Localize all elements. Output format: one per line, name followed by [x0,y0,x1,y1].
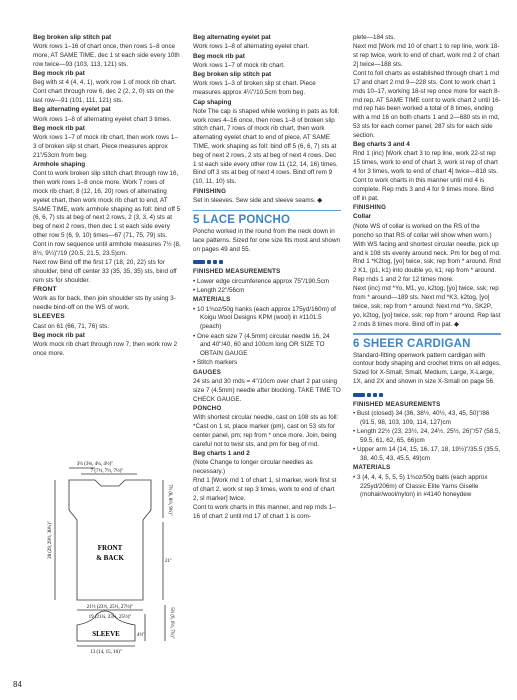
cap-height-label: 5½ (6, 6½, 7¼)" [169,607,174,639]
difficulty-dot [379,393,383,397]
paragraph: Work rows 1–7 of mock rib chart. [193,61,285,69]
paragraph: Set in sleeves. Sew side and sleeve seams. ◆ [193,196,323,204]
bottom-width-1-label: 21½ (23½, 25½, 27½)" [86,605,134,610]
pattern-number: 6 [353,337,360,350]
middle-column [193,34,341,522]
paragraph: Work rows 1–7 of mock rib chart, then work rows 1–3 of broken slip st chart. Piece measures approx 21"/53cm from beg. [33,134,178,159]
right-column [353,34,501,501]
paragraph: Next (inc) rnd *Yo, M1, yo, k2tog, [yo] twice, ssk; rep from * around—189 sts. Next rnd *K3, k2tog, [yo] twice, ssk; rep from * around. Next rnd *Yo, SK2P, yo, k2tog, [yo] twice, ssk; rep from * around. Rep last 2 rnds 8 times more. Bind off in pat. ◆ [353,285,501,328]
paragraph: Cont to foll charts as established through chart 1 rnd 17 and chart 2 rnd 9—228 sts. Cont to work chart 1 rnds 10–17, working 18-st rep once more for each 8-rnd rep, AT SAME TIME cont to work chart 2 until 16-rnd rep has been worked a total of 8 times, ending with a rnd 16 on both charts 1 and 2—680 sts in rnd, 53 sts for each corner panel, 287 sts for each side section. [353,70,501,139]
difficulty-dot [367,393,371,397]
subheading: Collar [353,213,372,221]
section-heading: FINISHED MEASUREMENTS [193,268,281,276]
subheading: Beg mock rib pat [33,124,85,132]
body-outline [69,480,151,600]
paragraph: 24 sts and 30 rnds = 4"/10cm over chart 2 pat using size 7 (4.5mm) needle after blocking. TAKE TIME TO CHECK GAUGE. [193,377,341,403]
paragraph: Work rows 1–8 of alternating eyelet chart. [193,43,310,51]
difficulty-dots [193,260,341,264]
paragraph: Work rows 1–8 of alternating eyelet chart 3 times. [33,115,172,123]
length-label: 28 (29, 29½, 30¼)" [48,521,53,559]
difficulty-dot [373,393,377,397]
subheading: Beg charts 1 and 2 [193,449,250,457]
neck-width-label: 7 (7½, 7½, 7½)" [90,469,124,474]
sleeve-length-label: 4½" [137,633,146,638]
subheading: Beg broken slip stitch pat [193,71,272,79]
paragraph: (Note WS of collar is worked on the RS of the poncho so that RS of collar will show when worn.) [353,222,492,239]
bullet-item: • Lower edge circumference approx 75"/190.5cm [193,277,330,285]
pattern-title-text: LACE PONCHO [203,214,291,227]
difficulty-dot [353,393,365,397]
pattern-title [193,216,341,225]
bullet-item: • 3 (4, 4, 4, 5, 5, 5) 1¾oz/50g balls (each approx 225yd/206m) of Classic Elite Yarns Giselle (mohair/wool/nylon) in #4140 honeydew [353,473,488,499]
paragraph: Cont to work charts in this manner until rnd 4 is complete. Rep rnds 3 and 4 for 9 times more. Bind off in pat. [353,177,494,202]
difficulty-dot [207,260,211,264]
left-column [33,34,181,359]
bullet-item: • One each size 7 (4.5mm) circular needle 16, 24 and 40"/40, 60 and 100cm long OR SIZE TO OBTAIN GAUGE [193,332,330,358]
paragraph: Work rows 1–3 of broken slip st chart. Piece measures approx 4¼"/10.5cm from beg. [193,80,316,97]
subheading: Beg mock rib pat [33,70,85,78]
garment-diagram [25,440,185,655]
difficulty-dot [193,260,205,264]
subheading: Beg charts 3 and 4 [353,141,410,149]
subheading: Beg broken slip stitch pat [33,34,112,41]
bullet-item: • Length 22½ (23, 23½, 24, 24½, 25½, 26)"/57 (58.5, 59.5, 61, 62, 65, 66)cm [353,428,501,445]
sleeve-width-label: 13 (14, 15, 16)" [90,650,122,655]
subheading: Beg alternating eyelet pat [33,106,111,114]
subheading: Cap shaping [193,98,232,106]
bullet-item: • 10 1¾oz/50g hanks (each approx 175yd/160m) of Koigu Wool Designs KPM (wool) in #1101.5 (peach) [193,305,336,331]
paragraph: Work mock rib chart through row 7, then work row 2 once more. [33,341,178,357]
section-heading: FINISHING [353,204,387,212]
page-number: 84 [13,680,22,689]
subheading: Armhole shaping [33,161,86,169]
paragraph: With WS facing and shortest circular needle, pick up and k 108 sts evenly around neck. Pm for beg of rnd. Rnd 1 *K2tog, [yo] twice, ssk; rep from * around. Rnd 2 K1, (p1, k1) into double yo, k1; rep from * around. Rep rnds 1 and 2 for 12 times more. [353,240,501,284]
bullet-item: • Upper arm 14 (14, 15, 16, 17, 18, 19½)"/35.5 (35.5, 38, 40.5, 43, 45.5, 49)cm [353,446,501,463]
body-length-label: 21" [165,559,173,564]
paragraph: Work rows 1–16 of chart once, then rows 1–8 once more, AT SAME TIME, dec 1 st each side every 10th row twice—93 (103, 113, 121) sts. [33,43,180,68]
difficulty-dot [213,260,217,264]
paragraph: Next row Bind off the first 17 (18, 20, 22) sts for shoulder, bind off center 33 (35, 35, 35) sts, bind off rem sts for shoulder. [33,258,177,284]
paragraph: Next rnd [Work rnd 10 of chart 1 to rep line, work 18-st rep twice, work to end of chart, work rnd 2 of chart 2] twice—188 sts. [353,43,500,68]
paragraph: Cont to work charts in this manner, and rep rnds 1–16 of chart 2 until rnd 17 of chart 1 is com- [193,504,336,520]
sleeve-label: SLEEVE [92,630,120,638]
top-width-label: 3½ (3¾, 4¼, 4½)" [76,462,114,467]
subheading: Beg mock rib pat [193,52,245,60]
paragraph: Work as for back, then join shoulder sts by using 3-needle bind-off on the WS of work. [33,295,176,311]
paragraph: Rnd 1 (inc) [Work chart 3 to rep line, work 22-st rep 15 times, work to end of chart 3, work st rep of chart 4 for 3 times, work to end of chart 4] twice—818 sts. [353,150,498,175]
paragraph: Cast on 61 (66, 71, 76) sts. [33,322,109,330]
divider [193,210,341,212]
paragraph: Note The cap is shaped while working in pats as foll: work rows 4–16 once, then rows 1–8 of broken slip stitch chart, 7 rows of mock rib chart, then work alternating eyelet chart to end of piece, AT SAME TIME, work shaping as foll: bind off 5 (6, 6, 7) sts at beg of next 2 rows, 2 sts at beg of next 4 rows. Dec 1 st each side every other row 11 (12, 14, 16) times. Bind off 3 sts at beg of next 4 rows. Bind off rem 9 (10, 11, 10) sts. [193,107,340,186]
difficulty-dot [219,260,223,264]
armhole-depth-label: 7½ (8, 8½, 9¼)" [167,484,172,516]
bullet-item: • Stitch markers [193,359,238,367]
pattern-intro: Poncho worked in the round from the neck down in lace patterns. Sized for one size fits most and shown on pages 49 and 55. [193,228,341,253]
paragraph: (Note Change to longer circular needles as necessary.) [193,459,313,475]
paragraph: plete—184 sts. [353,34,396,41]
paragraph: Beg with st 4 (4, 4, 1), work row 1 of mock rib chart. Cont chart through row 6, dec 2 (2, 2, 0) sts on the last row—91 (101, 111, 121) sts. [33,79,177,105]
section-heading: FINISHING [193,187,227,195]
bullet-item: • Length 22"/56cm [193,287,245,295]
bottom-width-2-label: 19 (21¼, 23¼, 25½)" [88,615,132,620]
section-heading: GAUGES [193,368,222,376]
pattern-intro: Standard-fitting openwork pattern cardigan with contour body shaping and crochet trims on all edges. Sized for X-Small, Small, Medium, Large, X-Large, 1X, and 2X and shown in size X-Small on page 56. [353,351,501,386]
subheading: Beg alternating eyelet pat [193,34,271,41]
section-heading: MATERIALS [353,464,391,472]
divider [353,333,501,335]
paragraph: Rnd 1 [Work rnd 1 of chart 1, sl marker, work first st of chart 2, work st rep 3 times, work to end of chart 2, sl marker] twice. [193,477,337,502]
pattern-title-text: SHEER CARDIGAN [363,337,471,350]
bullet-item: • Bust (closed) 34 (36, 38½, 40½, 43, 45, 50)"/86 (91.5, 98, 103, 109, 114, 127)cm [353,410,490,426]
subheading: Beg mock rib pat [33,331,85,339]
section-heading: PONCHO [193,404,222,412]
difficulty-dots [353,393,501,397]
paragraph: Cont to work broken slip stitch chart through row 16, then work rows 1–8 once more. Work 7 rows of mock rib chart, 8 (12, 16, 20) rows of alternating eyelet chart, then work mock rib chart to end, AT SAME TIME, work armhole shaping as foll: bind off 5 (6, 6, 7) sts at beg of next 2 rows, 2 (3, 3, 4) sts at beg of next 2 rows, then dec 1 st each side every other row 5 (6, 9, 10) times—67 (71, 75, 79) sts. Cont in row sequence until armhole measures 7½ (8, 8½, 9¼)"/19 (20.5, 21.5, 23.5)cm. [33,170,181,257]
pattern-number: 5 [193,214,200,227]
back-label: & BACK [96,554,124,562]
section-heading: FINISHED MEASUREMENTS [353,400,441,408]
paragraph: With shortest circular needle, cast on 108 sts as foll: *Cast on 1 st, place marker (pm), cast on 53 sts for center panel, pm; rep from * once more. Join, being careful not to twist sts, and pm for beg of rnd. [193,414,339,448]
section-heading: MATERIALS [193,296,231,304]
pattern-title [353,337,501,350]
front-label: FRONT [97,544,123,552]
section-heading: SLEEVES [33,313,65,321]
section-heading: FRONT [33,285,57,293]
